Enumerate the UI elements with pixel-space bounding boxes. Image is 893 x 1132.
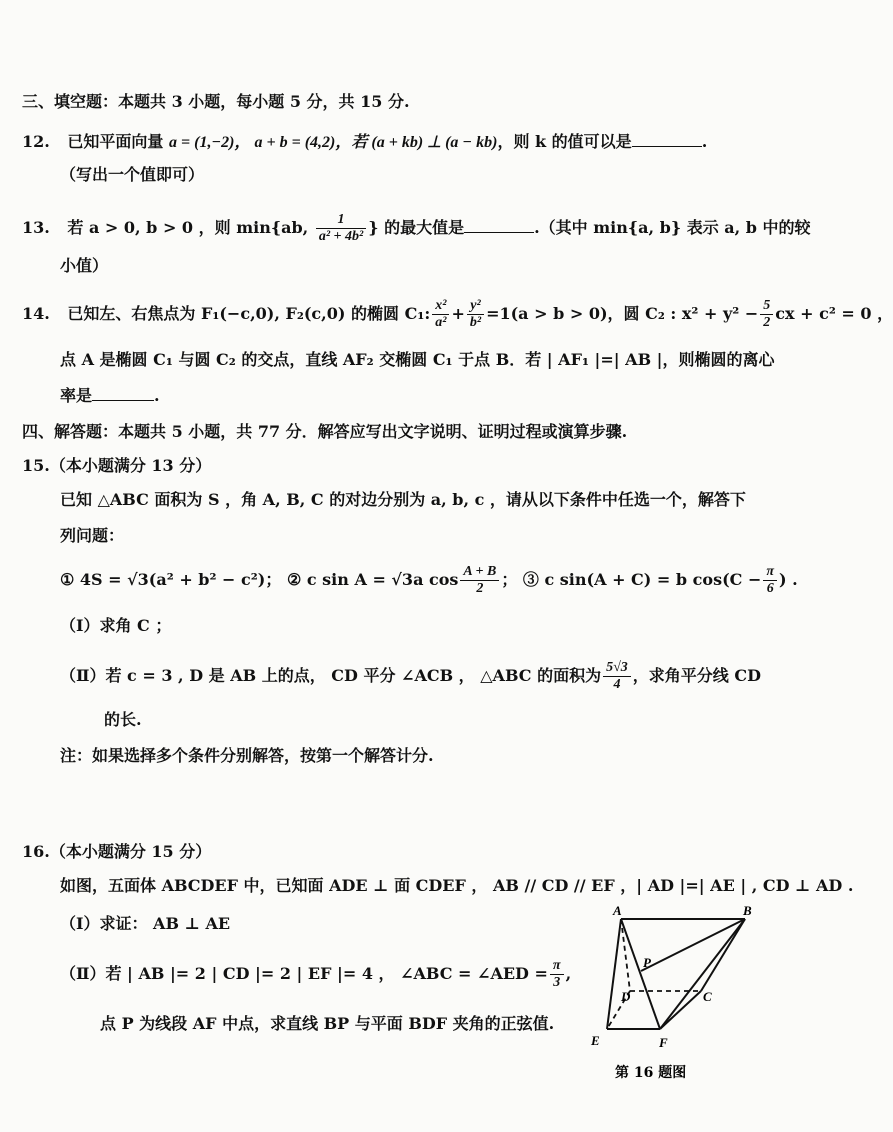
q12-text-a: 已知平面向量	[67, 132, 169, 151]
q16-part2-text-b: ,	[565, 964, 572, 983]
q16-part2-cont: 点 P 为线段 AF 中点，求直线 BP 与平面 BDF 夹角的正弦值.	[100, 1014, 555, 1033]
fig-label-d: D	[621, 989, 631, 1004]
q14-fy-den: b²	[469, 315, 482, 330]
q16-part2-den: 3	[553, 975, 561, 990]
q15-cond1: ① 4S = √3(a² + b² − c²)；	[60, 570, 282, 589]
q14-line3	[60, 386, 160, 406]
q12-line	[22, 132, 707, 153]
q14-text-c: cx + c² = 0 ，	[775, 304, 893, 323]
fig-label-f: F	[659, 1035, 668, 1050]
fig-label-b: B	[743, 903, 752, 918]
q15-part2-num: 5√3	[603, 660, 631, 677]
q12-text-b: ，则 k 的值可以是	[497, 132, 632, 151]
q14-text-b: =1(a > b > 0)，圆 C₂ : x² + y² −	[486, 304, 759, 323]
q16-part2	[60, 954, 571, 994]
q13-line	[22, 210, 811, 246]
q14-end: .	[154, 386, 160, 405]
q12-end: .	[701, 132, 708, 151]
q12-math-c: (a + kb) ⊥ (a − kb)	[371, 134, 498, 151]
q15-cond3-den: 6	[766, 581, 774, 596]
q15-cond2-den: 2	[476, 581, 484, 596]
q14-plus: +	[451, 304, 465, 323]
q14-number: 14.	[22, 304, 50, 323]
q15-part2-cont: 的长.	[104, 710, 142, 729]
q14-text-a: 已知左、右焦点为 F₁(−c,0), F₂(c,0) 的椭圆 C₁:	[67, 304, 431, 323]
q14-fy-num: y²	[467, 298, 484, 315]
q13-number: 13.	[22, 218, 50, 237]
q14-f5-num: 5	[760, 298, 773, 315]
q15-part2-frac	[603, 660, 631, 693]
fig-label-a: A	[613, 903, 622, 918]
section-4-heading: 四、解答题：本题共 5 小题，共 77 分．解答应写出文字说明、证明过程或演算步骤.	[22, 422, 628, 441]
q15-cond2-num: A + B	[460, 564, 499, 581]
q13-cont: 小值）	[60, 256, 109, 275]
section-3-heading: 三、填空题：本题共 3 小题，每小题 5 分，共 15 分.	[22, 92, 410, 111]
q13-fraction	[316, 212, 366, 245]
q15-header: 15.（本小题满分 13 分）	[22, 456, 212, 475]
fig-label-p: P	[643, 955, 651, 970]
q14-frac-y	[467, 298, 484, 331]
q16-part2-text-a: （Ⅱ）若 | AB |= 2 | CD |= 2 | EF |= 4 ， ∠ABC = ∠AED =	[60, 964, 548, 983]
q14-fx-num: x²	[432, 298, 449, 315]
q14-answer-blank[interactable]	[92, 400, 154, 401]
q15-conditions	[60, 560, 798, 600]
q16-part1: （Ⅰ）求证： AB ⊥ AE	[60, 914, 231, 933]
q16-part2-frac	[550, 958, 564, 991]
q15-part2	[60, 656, 761, 696]
q14-f5-den: 2	[763, 315, 771, 330]
q15-cond2: ② c sin A = √3a cos	[286, 570, 459, 589]
q14-fx-den: a²	[435, 315, 447, 330]
q13-text-b: } 的最大值是	[368, 218, 465, 237]
edge-bf	[660, 919, 745, 1029]
q15-cond3-num: π	[763, 564, 777, 581]
q13-frac-num: 1	[316, 212, 366, 229]
q15-part2-den: 4	[613, 677, 621, 692]
q16-header: 16.（本小题满分 15 分）	[22, 842, 212, 861]
q13-text-c: .（其中 min{a, b} 表示 a, b 中的较	[534, 218, 811, 237]
q15-line1: 已知 △ABC 面积为 S ，角 A, B, C 的对边分别为 a, b, c ，请从以下条件中任选一个，解答下	[60, 490, 746, 509]
q15-cond3: ③ c sin(A + C) = b cos(C −	[522, 570, 762, 589]
q14-line	[22, 296, 893, 332]
edge-af	[621, 919, 660, 1029]
fig-label-c: C	[703, 989, 712, 1004]
fig-caption: 第 16 题图	[615, 1065, 687, 1081]
q12-number: 12.	[22, 132, 50, 151]
q12-note: （写出一个值即可）	[60, 165, 205, 184]
edge-fc	[660, 991, 701, 1029]
q15-line2: 列问题：	[60, 526, 125, 545]
q12-math-a: a = (1,−2)，	[169, 134, 251, 151]
edge-ae	[607, 919, 621, 1029]
q15-cond3-end: ) .	[779, 570, 798, 589]
q12-answer-blank[interactable]	[632, 146, 702, 147]
q13-frac-den: a² + 4b²	[318, 229, 364, 244]
q15-note: 注：如果选择多个条件分别解答，按第一个解答计分.	[60, 746, 434, 765]
q13-answer-blank[interactable]	[464, 232, 534, 233]
q13-text-a: 若 a > 0, b > 0 ，则 min{ab,	[67, 218, 314, 237]
q14-frac-5	[760, 298, 773, 331]
fig-label-e: E	[591, 1033, 600, 1048]
q16-part2-num: π	[550, 958, 564, 975]
q12-math-b: a + b = (4,2)，若	[250, 134, 372, 151]
q15-part2-text-b: ，求角平分线 CD	[632, 666, 761, 685]
q14-line3-text: 率是	[60, 386, 93, 405]
q15-cond2-end: ；	[501, 570, 518, 589]
q16-figure	[585, 905, 785, 1095]
q15-part1: （Ⅰ）求角 C ；	[60, 616, 172, 635]
q14-frac-x	[432, 298, 449, 331]
q14-line2: 点 A 是椭圆 C₁ 与圆 C₂ 的交点，直线 AF₂ 交椭圆 C₁ 于点 B．若 | AF₁ |=| AB |，则椭圆的离心	[60, 350, 775, 369]
q15-cond2-frac	[460, 564, 499, 597]
q15-cond3-frac	[763, 564, 777, 597]
q16-line1: 如图，五面体 ABCDEF 中，已知面 ADE ⊥ 面 CDEF ， AB // CD // EF ，| AD |=| AE | , CD ⊥ AD .	[60, 876, 854, 895]
q15-part2-text-a: （Ⅱ）若 c = 3 , D 是 AB 上的点， CD 平分 ∠ACB ， △ABC 的面积为	[60, 666, 602, 685]
